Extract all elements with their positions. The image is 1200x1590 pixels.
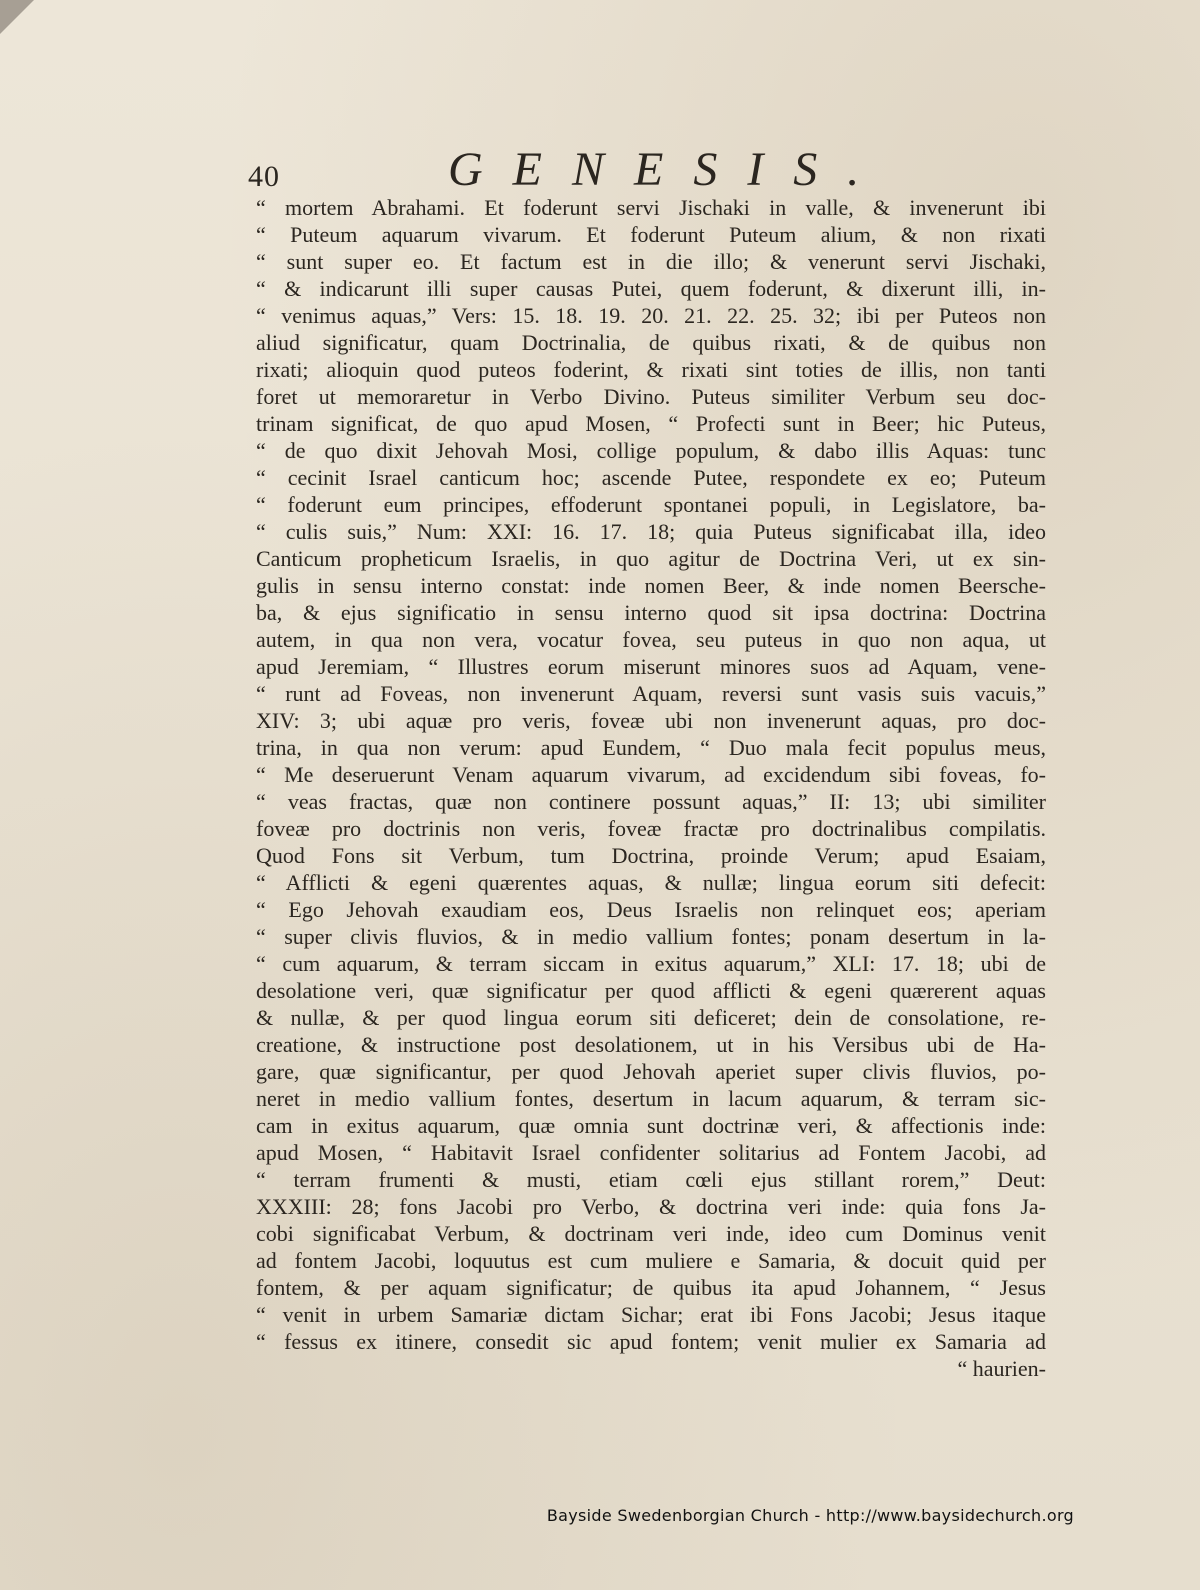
- text-line: “ super clivis fluvios, & in medio vallium fontes; ponam desertum in la-: [256, 924, 1046, 949]
- text-line: & nullæ, & per quod lingua eorum siti deficeret; dein de consolatione, re-: [256, 1005, 1046, 1030]
- text-line: “ foderunt eum principes, effoderunt spontanei populi, in Legislatore, ba-: [256, 492, 1046, 517]
- text-line: “ Afflicti & egeni quærentes aquas, & nullæ; lingua eorum siti defecit:: [256, 870, 1046, 895]
- text-line: “ venimus aquas,” Vers: 15. 18. 19. 20. 21. 22. 25. 32; ibi per Puteos non: [256, 303, 1046, 328]
- text-line: “ sunt super eo. Et factum est in die illo; & venerunt servi Jischaki,: [256, 249, 1046, 274]
- text-line: “ de quo dixit Jehovah Mosi, collige populum, & dabo illis Aquas: tunc: [256, 438, 1046, 463]
- text-line: “ veas fractas, quæ non continere possunt aquas,” II: 13; ubi similiter: [256, 789, 1046, 814]
- text-line: ba, & ejus significatio in sensu interno quod sit ipsa doctrina: Doctrina: [256, 600, 1046, 625]
- text-line: creatione, & instructione post desolationem, ut in his Versibus ubi de Ha-: [256, 1032, 1046, 1057]
- body-text: [256, 194, 1046, 1382]
- text-line: XIV: 3; ubi aquæ pro veris, foveæ ubi non invenerunt aquas, pro doc-: [256, 708, 1046, 733]
- text-line: trina, in qua non verum: apud Eundem, “ Duo mala fecit populus meus,: [256, 735, 1046, 760]
- text-line: “ mortem Abrahami. Et foderunt servi Jischaki in valle, & invenerunt ibi: [256, 195, 1046, 220]
- text-line: foveæ pro doctrinis non veris, foveæ fractæ pro doctrinalibus compilatis.: [256, 816, 1046, 841]
- text-line: apud Jeremiam, “ Illustres eorum miserunt minores suos ad Aquam, vene-: [256, 654, 1046, 679]
- text-line: “ culis suis,” Num: XXI: 16. 17. 18; quia Puteus significabat illa, ideo: [256, 519, 1046, 544]
- text-line: “ terram frumenti & musti, etiam cœli ejus stillant rorem,” Deut:: [256, 1167, 1046, 1192]
- text-line: neret in medio vallium fontes, desertum in lacum aquarum, & terram sic-: [256, 1086, 1046, 1111]
- text-line: gare, quæ significantur, per quod Jehovah aperiet super clivis fluvios, po-: [256, 1059, 1046, 1084]
- text-line: “ cum aquarum, & terram siccam in exitus aquarum,” XLI: 17. 18; ubi de: [256, 951, 1046, 976]
- page-number: 40: [248, 160, 280, 193]
- text-line: ad fontem Jacobi, loquutus est cum muliere e Samaria, & docuit quid per: [256, 1248, 1046, 1273]
- text-line: cam in exitus aquarum, quæ omnia sunt doctrinæ veri, & affectionis inde:: [256, 1113, 1046, 1138]
- text-line: “ & indicarunt illi super causas Putei, quem foderunt, & dixerunt illi, in-: [256, 276, 1046, 301]
- text-line: trinam significat, de quo apud Mosen, “ Profecti sunt in Beer; hic Puteus,: [256, 411, 1046, 436]
- text-line: fontem, & per aquam significatur; de quibus ita apud Johannem, “ Jesus: [256, 1275, 1046, 1300]
- text-line: “ haurien-: [957, 1356, 1046, 1381]
- text-line: autem, in qua non vera, vocatur fovea, seu puteus in quo non aqua, ut: [256, 627, 1046, 652]
- page-header: [248, 140, 1068, 200]
- footer-credit: Bayside Swedenborgian Church - http://www.baysidechurch.org: [546, 1506, 1074, 1525]
- text-line: aliud significatur, quam Doctrinalia, de quibus rixati, & de quibus non: [256, 330, 1046, 355]
- text-line: foret ut memoraretur in Verbo Divino. Puteus similiter Verbum seu doc-: [256, 384, 1046, 409]
- text-line: apud Mosen, “ Habitavit Israel confidenter solitarius ad Fontem Jacobi, ad: [256, 1140, 1046, 1165]
- running-title: GENESIS.: [448, 143, 890, 196]
- folded-corner: [0, 0, 34, 34]
- text-line: “ runt ad Foveas, non invenerunt Aquam, reversi sunt vasis suis vacuis,”: [256, 681, 1046, 706]
- text-line: cobi significabat Verbum, & doctrinam veri inde, ideo cum Dominus venit: [256, 1221, 1046, 1246]
- text-line: “ Puteum aquarum vivarum. Et foderunt Puteum alium, & non rixati: [256, 222, 1046, 247]
- text-line: Canticum propheticum Israelis, in quo agitur de Doctrina Veri, ut ex sin-: [256, 546, 1046, 571]
- text-line: gulis in sensu interno constat: inde nomen Beer, & inde nomen Beersche-: [256, 573, 1046, 598]
- text-line: “ venit in urbem Samariæ dictam Sichar; erat ibi Fons Jacobi; Jesus itaque: [256, 1302, 1046, 1327]
- text-line: Quod Fons sit Verbum, tum Doctrina, proinde Verum; apud Esaiam,: [256, 843, 1046, 868]
- text-line: “ Ego Jehovah exaudiam eos, Deus Israelis non relinquet eos; aperiam: [256, 897, 1046, 922]
- text-line: “ fessus ex itinere, consedit sic apud fontem; venit mulier ex Samaria ad: [256, 1329, 1046, 1354]
- text-line: XXXIII: 28; fons Jacobi pro Verbo, & doctrina veri inde: quia fons Ja-: [256, 1194, 1046, 1219]
- text-line: rixati; alioquin quod puteos foderint, & rixati sint toties de illis, non tanti: [256, 357, 1046, 382]
- text-line: “ Me deseruerunt Venam aquarum vivarum, ad excidendum sibi foveas, fo-: [256, 762, 1046, 787]
- text-line: desolatione veri, quæ significatur per quod afflicti & egeni quærerent aquas: [256, 978, 1046, 1003]
- text-line: “ cecinit Israel canticum hoc; ascende Putee, respondete ex eo; Puteum: [256, 465, 1046, 490]
